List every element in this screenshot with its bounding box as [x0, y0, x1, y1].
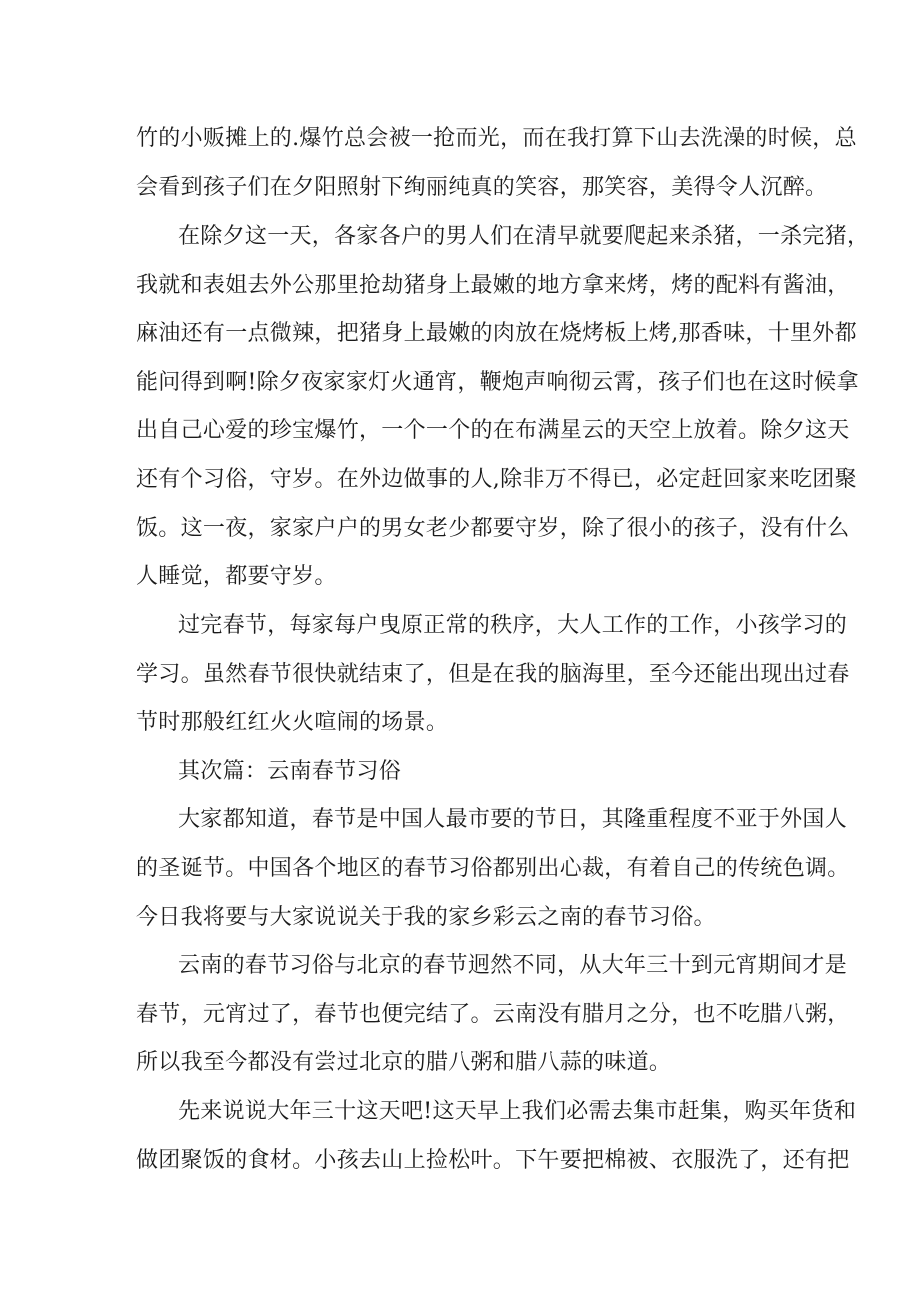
text-line: 会看到孩子们在夕阳照射下绚丽纯真的笑容，那笑容，美得令人沉醉。 — [136, 175, 828, 200]
text-line: 饭。这一夜，家家户户的男女老少都要守岁，除了很小的孩子，没有什么 — [136, 516, 850, 541]
section-heading: 其次篇：云南春节习俗 — [178, 759, 402, 784]
text-line: 做团聚饭的食材。小孩去山上捡松叶。下午要把棉被、衣服洗了，还有把 — [136, 1148, 850, 1173]
text-line: 大家都知道，春节是中国人最市要的节日，其隆重程度不亚于外国人 — [178, 807, 848, 832]
text-line: 的圣诞节。中国各个地区的春节习俗都别出心裁，有着自己的传统色调。 — [136, 856, 850, 881]
text-line: 在除夕这一天，各家各户的男人们在清早就要爬起来杀猪，一杀完猪， — [178, 224, 870, 249]
text-line: 过完春节，每家每户曳原正常的秩序，大人工作的工作，小孩学习的 — [178, 613, 848, 638]
text-line: 节时那般红红火火喧闹的场景。 — [136, 710, 449, 735]
text-line: 学习。虽然春节很快就结束了，但是在我的脑海里，至今还能出现出过春 — [136, 662, 850, 687]
text-line: 人睡觉，都要守岁。 — [136, 564, 337, 589]
text-line: 还有个习俗，守岁。在外边做事的人,除非万不得已，必定赶回家来吃团聚 — [136, 467, 857, 492]
text-line: 我就和表姐去外公那里抢劫猪身上最嫩的地方拿来烤，烤的配料有酱油， — [136, 273, 850, 298]
text-line: 麻油还有一点微辣，把猪身上最嫩的肉放在烧烤板上烤,那香味，十里外都 — [136, 321, 857, 346]
text-line: 春节，元宵过了，春节也便完结了。云南没有腊月之分，也不吃腊八粥， — [136, 1002, 850, 1027]
text-line: 能问得到啊!除夕夜家家灯火通宵，鞭炮声响彻云霄，孩子们也在这时候拿 — [136, 370, 859, 395]
text-line: 竹的小贩摊上的.爆竹总会被一抢而光，而在我打算下山去洗澡的时候，总 — [136, 126, 857, 151]
text-line: 云南的春节习俗与北京的春节迥然不同，从大年三十到元宵期间才是 — [178, 953, 848, 978]
text-line: 先来说说大年三十这天吧!这天早上我们必需去集市赶集，购买年货和 — [178, 1099, 857, 1124]
text-line: 出自己心爱的珍宝爆竹，一个一个的在布满星云的天空上放着。除夕这天 — [136, 418, 850, 443]
text-line: 今日我将要与大家说说关于我的家乡彩云之南的春节习俗。 — [136, 905, 716, 930]
text-line: 所以我至今都没有尝过北京的腊八粥和腊八蒜的味道。 — [136, 1050, 672, 1075]
